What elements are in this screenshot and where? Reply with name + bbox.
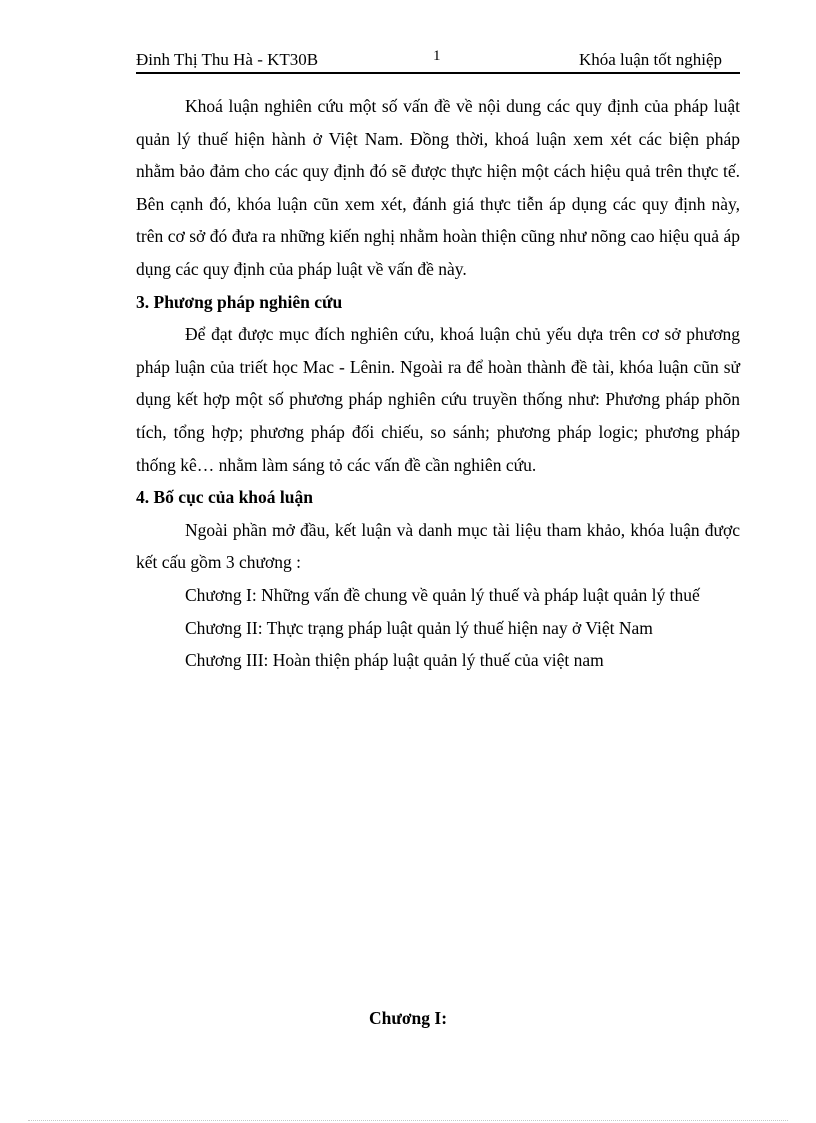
page-bottom-divider <box>28 1120 788 1121</box>
chapter-list <box>136 579 740 677</box>
section-4-heading: 4. Bố cục của khoá luận <box>136 487 313 508</box>
page-number: 1 <box>433 48 441 64</box>
page-header <box>136 48 740 74</box>
section-4-paragraph: Ngoài phần mở đầu, kết luận và danh mục tài liệu tham khảo, khóa luận được kết cấu gồm 3 chương : <box>136 519 740 573</box>
intro-paragraph: Khoá luận nghiên cứu một số vấn đề về nội dung các quy định của pháp luật quản lý thuế hiện hành ở Việt Nam. Đồng thời, khoá luận xem xét các biện pháp nhằm bảo đảm cho các quy định đó sẽ được thực hiện một cách hiệu quả trên thực tế. Bên cạnh đó, khóa luận cũn xem xét, đánh giá thực tiễn áp dụng các quy định này, trên cơ sở đó đưa ra những kiến nghị nhằm hoàn thiện cũng như nõng cao hiệu quả áp dụng các quy định của pháp luật về vấn đề này. <box>136 96 740 279</box>
header-author: Đinh Thị Thu Hà - KT30B <box>136 50 319 69</box>
chapter-item-2: Chương II: Thực trạng pháp luật quản lý thuế hiện nay ở Việt Nam <box>185 617 653 638</box>
document-body <box>136 90 740 677</box>
section-3-heading: 3. Phương pháp nghiên cứu <box>136 291 343 312</box>
chapter-item-1: Chương I: Những vấn đề chung về quản lý thuế và pháp luật quản lý thuế <box>185 584 700 605</box>
chapter-item-3: Chương III: Hoàn thiện pháp luật quản lý thuế của việt nam <box>185 650 604 671</box>
chapter-title: Chương I: <box>368 1008 448 1028</box>
section-3-paragraph: Để đạt được mục đích nghiên cứu, khoá luận chủ yếu dựa trên cơ sở phương pháp luận của triết học Mac - Lênin. Ngoài ra để hoàn thành đề tài, khóa luận cũn sử dụng kết hợp một số phương pháp nghiên cứu truyền thống như: Phương pháp phõn tích, tổng hợp; phương pháp đối chiếu, so sánh; phương pháp logic; phương pháp thống kê… nhằm làm sáng tỏ các vấn đề cần nghiên cứu. <box>136 324 740 475</box>
header-doc-title: Khóa luận tốt nghiệp <box>578 50 722 69</box>
